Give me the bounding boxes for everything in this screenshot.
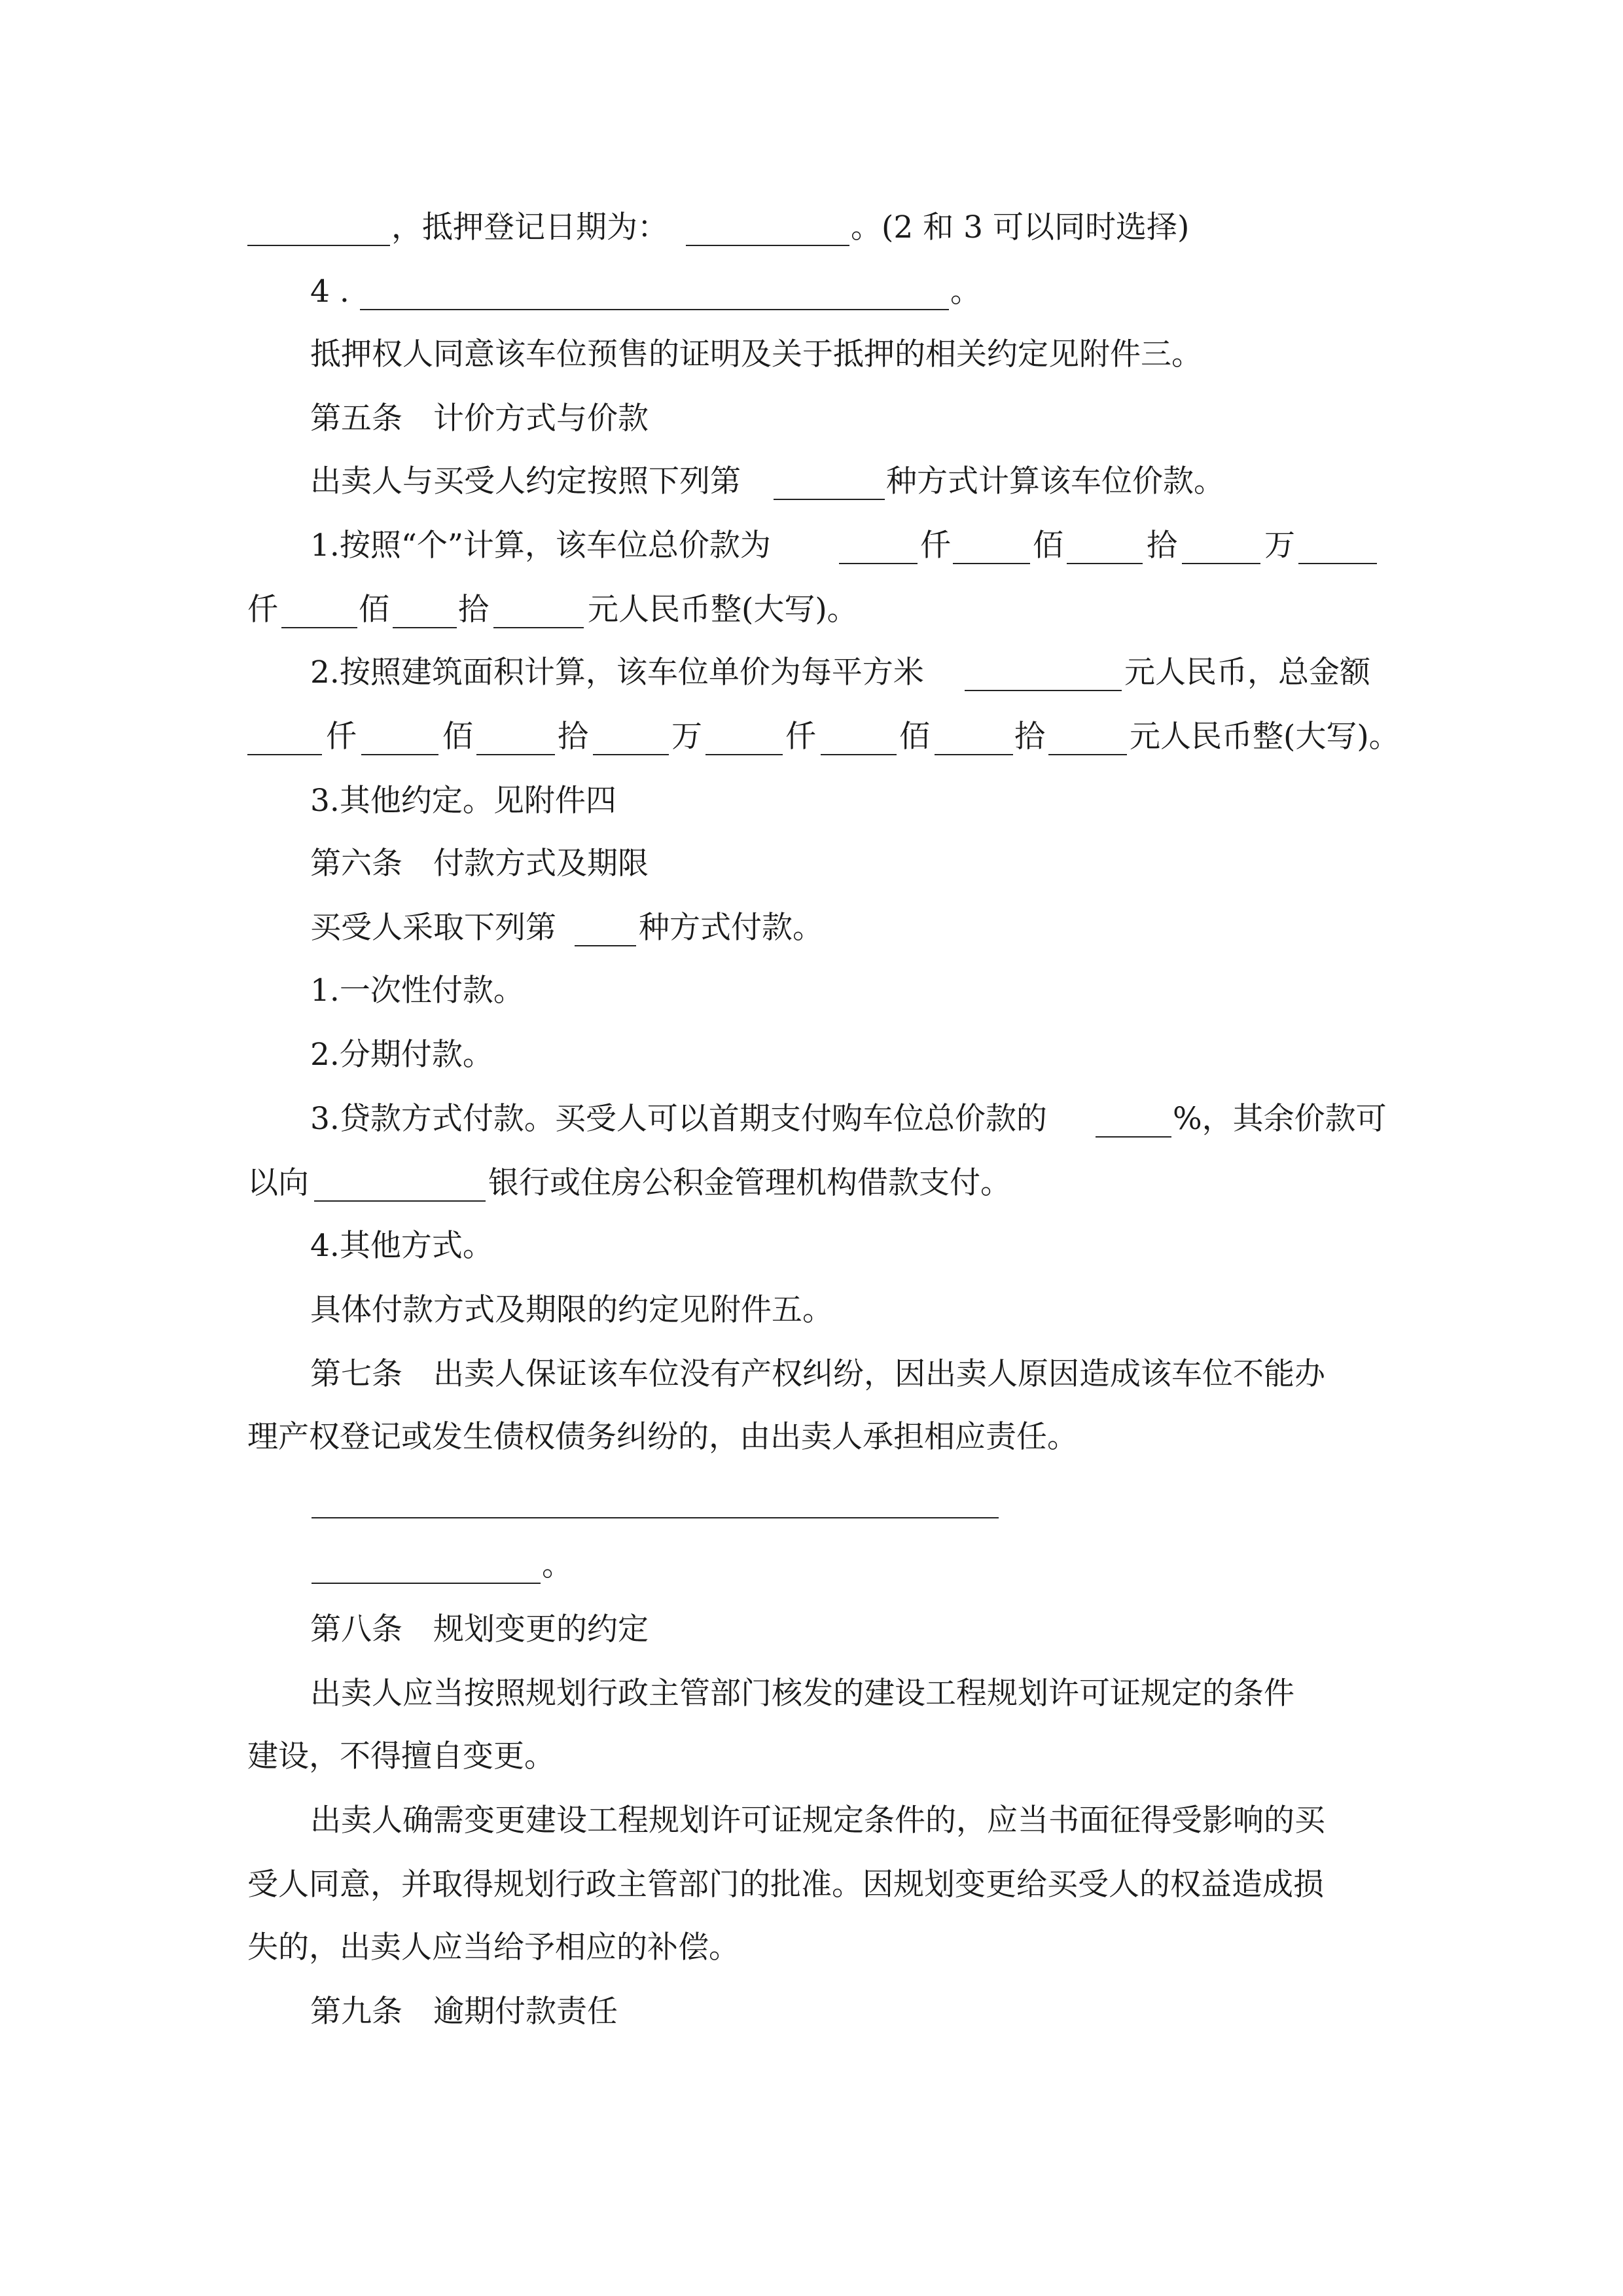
- pricing-option-3-line: [0, 781, 1623, 821]
- fill-blank[interactable]: [705, 725, 783, 755]
- pricing-option-2-line: [0, 653, 1623, 692]
- text-fragment: 以向: [247, 1165, 309, 1201]
- text-fragment: 银行或住房公积金管理机构借款支付。: [488, 1165, 1011, 1201]
- text-fragment: 2.分期付款。: [310, 1037, 493, 1073]
- text-fragment: 元人民币整(大写)。: [588, 592, 858, 628]
- text-fragment: 4 .: [310, 274, 349, 310]
- text-fragment: 失的，出卖人应当给予相应的补偿。: [247, 1929, 740, 1965]
- fill-blank[interactable]: [935, 725, 1013, 755]
- text-fragment: 元人民币，总金额: [1124, 655, 1370, 691]
- mortgage-date-line: [0, 208, 1623, 247]
- pricing-option-2-cont-line: [0, 717, 1623, 757]
- text-fragment: 3.贷款方式付款。买受人可以首期支付购车位总价款的: [310, 1101, 1047, 1137]
- paragraph-line: [0, 1928, 1623, 1967]
- fill-blank[interactable]: [312, 1554, 541, 1584]
- payment-option-3-line: [0, 1100, 1623, 1139]
- text-fragment: 第七条 出卖人保证该车位没有产权纠纷，因出卖人原因造成该车位不能办: [310, 1356, 1325, 1392]
- article-7-line: [0, 1355, 1623, 1394]
- text-fragment: 拾: [558, 719, 588, 755]
- text-fragment: 理产权登记或发生债权债务纠纷的，由出卖人承担相应责任。: [247, 1419, 1078, 1455]
- text-fragment: 1.按照“个”计算，该车位总价款为: [310, 528, 771, 564]
- fill-blank[interactable]: [1298, 534, 1377, 564]
- payment-option-4-line: [0, 1227, 1623, 1266]
- text-fragment: 拾: [1147, 528, 1177, 564]
- article-6-heading: [0, 844, 1623, 884]
- text-fragment: 。(2 和 3 可以同时选择): [851, 209, 1190, 245]
- pricing-option-1-line: [0, 526, 1623, 565]
- option-4-line: [0, 272, 1623, 312]
- text-fragment: 佰: [1033, 528, 1063, 564]
- fill-blank[interactable]: [1182, 534, 1260, 564]
- text-fragment: 万: [1264, 528, 1295, 564]
- article-8-heading: [0, 1610, 1623, 1649]
- text-fragment: %，其余价款可: [1173, 1101, 1387, 1137]
- text-fragment: 仟: [785, 719, 816, 755]
- heading-text: 第六条 付款方式及期限: [310, 846, 649, 882]
- text-fragment: 佰: [359, 592, 389, 628]
- paragraph-line: [0, 1291, 1623, 1330]
- text-fragment: 买受人采取下列第: [310, 910, 556, 946]
- fill-blank[interactable]: [314, 1172, 486, 1202]
- text-fragment: 1.一次性付款。: [310, 973, 524, 1009]
- paragraph-line: [0, 1865, 1623, 1905]
- fill-blank[interactable]: [476, 725, 555, 755]
- text-fragment: 抵押权人同意该车位预售的证明及关于抵押的相关约定见附件三。: [310, 336, 1202, 372]
- heading-text: 第五条 计价方式与价款: [310, 401, 649, 437]
- fill-blank[interactable]: [247, 725, 322, 755]
- fill-blank-rule[interactable]: [312, 1517, 999, 1518]
- payment-method-line: [0, 908, 1623, 948]
- article-9-heading: [0, 1992, 1623, 2032]
- paragraph-line: [0, 1737, 1623, 1776]
- text-fragment: 4.其他方式。: [310, 1228, 493, 1264]
- fill-blank[interactable]: [360, 280, 949, 310]
- text-fragment: 佰: [442, 719, 473, 755]
- fill-blank[interactable]: [686, 216, 849, 246]
- fill-blank[interactable]: [281, 598, 357, 628]
- text-fragment: 仟: [326, 719, 357, 755]
- fill-blank[interactable]: [493, 598, 584, 628]
- article-7-cont-line: [0, 1418, 1623, 1457]
- fill-blank[interactable]: [1048, 725, 1127, 755]
- paragraph-line: [0, 335, 1623, 374]
- article-7-blank-line: [0, 1546, 1623, 1585]
- text-fragment: 出卖人确需变更建设工程规划许可证规定条件的，应当书面征得受影响的买: [310, 1803, 1325, 1839]
- fill-blank[interactable]: [1067, 534, 1143, 564]
- text-fragment: 出卖人与买受人约定按照下列第: [310, 463, 741, 499]
- fill-blank[interactable]: [953, 534, 1030, 564]
- paragraph-line: [0, 1674, 1623, 1713]
- text-fragment: 种方式付款。: [639, 910, 823, 946]
- payment-option-1-line: [0, 971, 1623, 1011]
- text-fragment: 。: [950, 274, 981, 310]
- text-fragment: 3.其他约定。见附件四: [310, 783, 616, 819]
- heading-text: 第八条 规划变更的约定: [310, 1611, 649, 1647]
- text-fragment: 仟: [247, 592, 278, 628]
- article-5-heading: [0, 399, 1623, 439]
- text-fragment: 。: [542, 1547, 573, 1583]
- fill-blank[interactable]: [839, 534, 918, 564]
- fill-blank[interactable]: [1096, 1107, 1171, 1138]
- text-fragment: 拾: [458, 592, 489, 628]
- text-fragment: 具体付款方式及期限的约定见附件五。: [310, 1292, 833, 1328]
- payment-option-2-line: [0, 1035, 1623, 1075]
- text-fragment: 建设，不得擅自变更。: [247, 1738, 555, 1774]
- fill-blank[interactable]: [593, 725, 669, 755]
- fill-blank[interactable]: [575, 916, 636, 946]
- fill-blank[interactable]: [393, 598, 457, 628]
- pricing-option-1-cont-line: [0, 590, 1623, 630]
- text-fragment: 万: [671, 719, 702, 755]
- payment-option-3-cont-line: [0, 1164, 1623, 1203]
- text-fragment: 佰: [899, 719, 930, 755]
- heading-text: 第九条 逾期付款责任: [310, 1994, 618, 2030]
- text-fragment: 2.按照建筑面积计算，该车位单价为每平方米: [310, 655, 924, 691]
- text-fragment: 元人民币整(大写)。: [1130, 719, 1400, 755]
- fill-blank[interactable]: [774, 470, 885, 500]
- text-fragment: 种方式计算该车位价款。: [886, 463, 1224, 499]
- paragraph-line: [0, 1801, 1623, 1840]
- text-fragment: ，抵押登记日期为：: [391, 209, 668, 245]
- fill-blank[interactable]: [361, 725, 438, 755]
- fill-blank[interactable]: [965, 661, 1122, 691]
- fill-blank[interactable]: [247, 216, 390, 246]
- fill-blank[interactable]: [821, 725, 897, 755]
- text-fragment: 受人同意，并取得规划行政主管部门的批准。因规划变更给买受人的权益造成损: [247, 1867, 1324, 1903]
- text-fragment: 出卖人应当按照规划行政主管部门核发的建设工程规划许可证规定的条件: [310, 1676, 1294, 1712]
- text-fragment: 拾: [1014, 719, 1045, 755]
- text-fragment: 仟: [920, 528, 951, 564]
- pricing-method-line: [0, 462, 1623, 501]
